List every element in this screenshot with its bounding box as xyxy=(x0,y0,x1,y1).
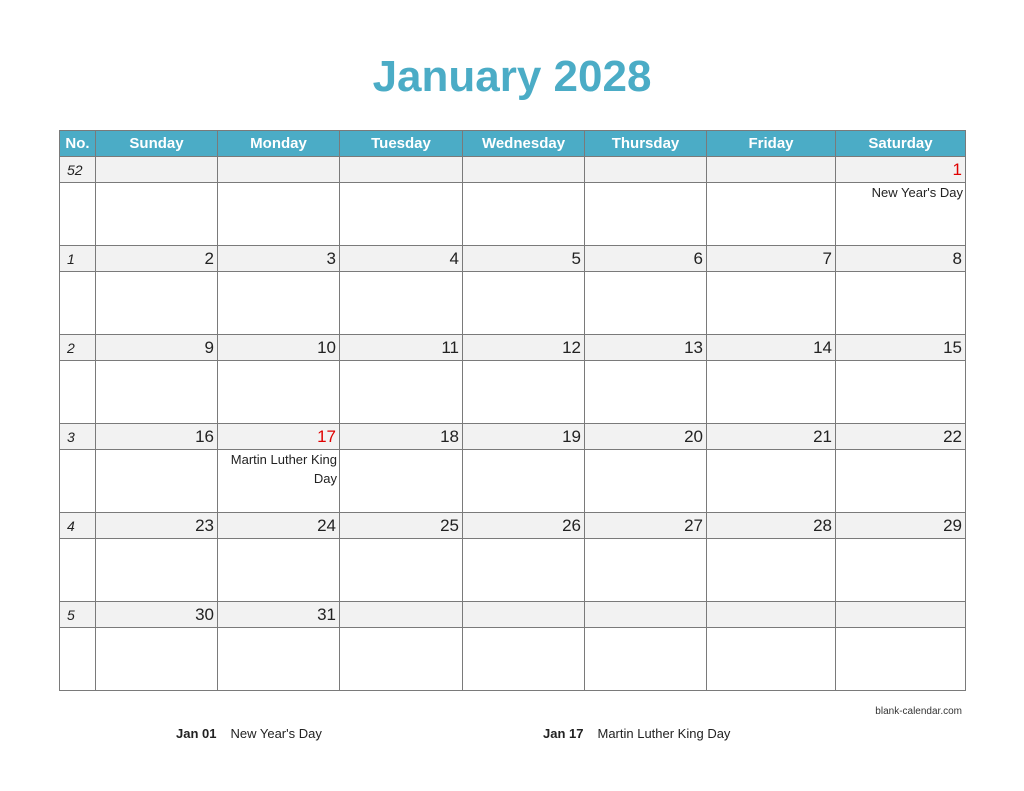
day-number: 30 xyxy=(96,602,218,628)
holiday-legend-name: New Year's Day xyxy=(230,726,322,741)
day-cell xyxy=(707,272,836,335)
day-cell xyxy=(707,450,836,513)
day-cell xyxy=(340,450,463,513)
day-cell xyxy=(585,272,707,335)
week-row xyxy=(60,157,966,183)
day-cell xyxy=(836,272,966,335)
day-cell xyxy=(707,361,836,424)
day-cell xyxy=(585,539,707,602)
header-tuesday: Tuesday xyxy=(340,131,463,157)
day-cell xyxy=(96,628,218,691)
day-number: 29 xyxy=(836,513,966,539)
week-spacer xyxy=(60,539,96,602)
day-number: 25 xyxy=(340,513,463,539)
header-sunday: Sunday xyxy=(96,131,218,157)
week-row xyxy=(60,513,966,539)
day-number: 31 xyxy=(218,602,340,628)
week-spacer xyxy=(60,272,96,335)
day-number: 18 xyxy=(340,424,463,450)
week-spacer xyxy=(60,450,96,513)
day-number: 23 xyxy=(96,513,218,539)
week-row xyxy=(60,424,966,450)
day-number xyxy=(707,602,836,628)
day-number: 7 xyxy=(707,246,836,272)
header-row xyxy=(60,131,966,157)
day-cell xyxy=(340,183,463,246)
holiday-note: Martin Luther King Day xyxy=(218,450,340,513)
day-number: 12 xyxy=(463,335,585,361)
day-number xyxy=(585,157,707,183)
day-cell xyxy=(836,539,966,602)
day-cell xyxy=(218,628,340,691)
page-title: January 2028 xyxy=(372,52,652,101)
day-cell xyxy=(585,628,707,691)
day-number: 16 xyxy=(96,424,218,450)
holiday-legend-item xyxy=(543,726,730,741)
week-number: 5 xyxy=(60,602,96,628)
day-cell xyxy=(218,272,340,335)
day-number xyxy=(836,602,966,628)
day-cell xyxy=(585,183,707,246)
day-cell xyxy=(96,272,218,335)
day-cell xyxy=(340,361,463,424)
day-number: 5 xyxy=(463,246,585,272)
day-cell xyxy=(463,183,585,246)
week-notes-row xyxy=(60,272,966,335)
day-number: 9 xyxy=(96,335,218,361)
day-number xyxy=(340,602,463,628)
day-number: 14 xyxy=(707,335,836,361)
day-number: 11 xyxy=(340,335,463,361)
day-number: 28 xyxy=(707,513,836,539)
holiday-legend-date: Jan 17 xyxy=(543,726,584,741)
holiday-legend-item xyxy=(176,726,322,741)
week-number: 2 xyxy=(60,335,96,361)
week-number: 3 xyxy=(60,424,96,450)
day-cell xyxy=(96,361,218,424)
day-number: 3 xyxy=(218,246,340,272)
day-cell xyxy=(340,272,463,335)
week-number: 1 xyxy=(60,246,96,272)
day-number: 4 xyxy=(340,246,463,272)
day-cell xyxy=(463,628,585,691)
day-number xyxy=(707,157,836,183)
day-number: 8 xyxy=(836,246,966,272)
week-row xyxy=(60,602,966,628)
day-cell xyxy=(218,361,340,424)
day-number: 10 xyxy=(218,335,340,361)
day-number: 13 xyxy=(585,335,707,361)
day-number xyxy=(585,602,707,628)
day-cell xyxy=(463,450,585,513)
week-row xyxy=(60,246,966,272)
week-spacer xyxy=(60,183,96,246)
week-spacer xyxy=(60,628,96,691)
holiday-day-number: 1 xyxy=(836,157,966,183)
header-friday: Friday xyxy=(707,131,836,157)
day-cell xyxy=(463,272,585,335)
week-number: 4 xyxy=(60,513,96,539)
day-cell xyxy=(463,361,585,424)
week-notes-row xyxy=(60,628,966,691)
day-cell xyxy=(340,539,463,602)
week-notes-row xyxy=(60,183,966,246)
day-cell xyxy=(463,539,585,602)
day-cell xyxy=(96,539,218,602)
holiday-legend-name: Martin Luther King Day xyxy=(597,726,731,741)
day-number: 2 xyxy=(96,246,218,272)
week-notes-row xyxy=(60,450,966,513)
day-number: 26 xyxy=(463,513,585,539)
day-cell xyxy=(707,539,836,602)
day-number xyxy=(96,157,218,183)
day-cell xyxy=(96,450,218,513)
header-monday: Monday xyxy=(218,131,340,157)
day-cell xyxy=(836,628,966,691)
day-number: 22 xyxy=(836,424,966,450)
day-cell xyxy=(707,183,836,246)
day-cell xyxy=(218,539,340,602)
source-credit: blank-calendar.com xyxy=(875,706,962,717)
day-number xyxy=(463,602,585,628)
week-row xyxy=(60,335,966,361)
day-cell xyxy=(836,361,966,424)
week-number: 52 xyxy=(60,157,96,183)
day-number: 27 xyxy=(585,513,707,539)
holiday-legend-date: Jan 01 xyxy=(176,726,217,741)
day-cell xyxy=(585,361,707,424)
week-notes-row xyxy=(60,539,966,602)
header-saturday: Saturday xyxy=(836,131,966,157)
header-wednesday: Wednesday xyxy=(463,131,585,157)
day-number: 15 xyxy=(836,335,966,361)
calendar-grid xyxy=(59,130,966,691)
day-cell xyxy=(836,450,966,513)
header-week-number: No. xyxy=(60,131,96,157)
day-cell xyxy=(340,628,463,691)
day-cell xyxy=(96,183,218,246)
holiday-day-number: 17 xyxy=(218,424,340,450)
day-cell xyxy=(218,183,340,246)
week-notes-row xyxy=(60,361,966,424)
day-number: 6 xyxy=(585,246,707,272)
day-cell xyxy=(585,450,707,513)
day-number: 24 xyxy=(218,513,340,539)
day-number xyxy=(340,157,463,183)
holiday-note: New Year's Day xyxy=(836,183,966,246)
day-number xyxy=(218,157,340,183)
day-number: 21 xyxy=(707,424,836,450)
header-thursday: Thursday xyxy=(585,131,707,157)
day-number: 20 xyxy=(585,424,707,450)
day-number xyxy=(463,157,585,183)
week-spacer xyxy=(60,361,96,424)
day-cell xyxy=(707,628,836,691)
day-number: 19 xyxy=(463,424,585,450)
